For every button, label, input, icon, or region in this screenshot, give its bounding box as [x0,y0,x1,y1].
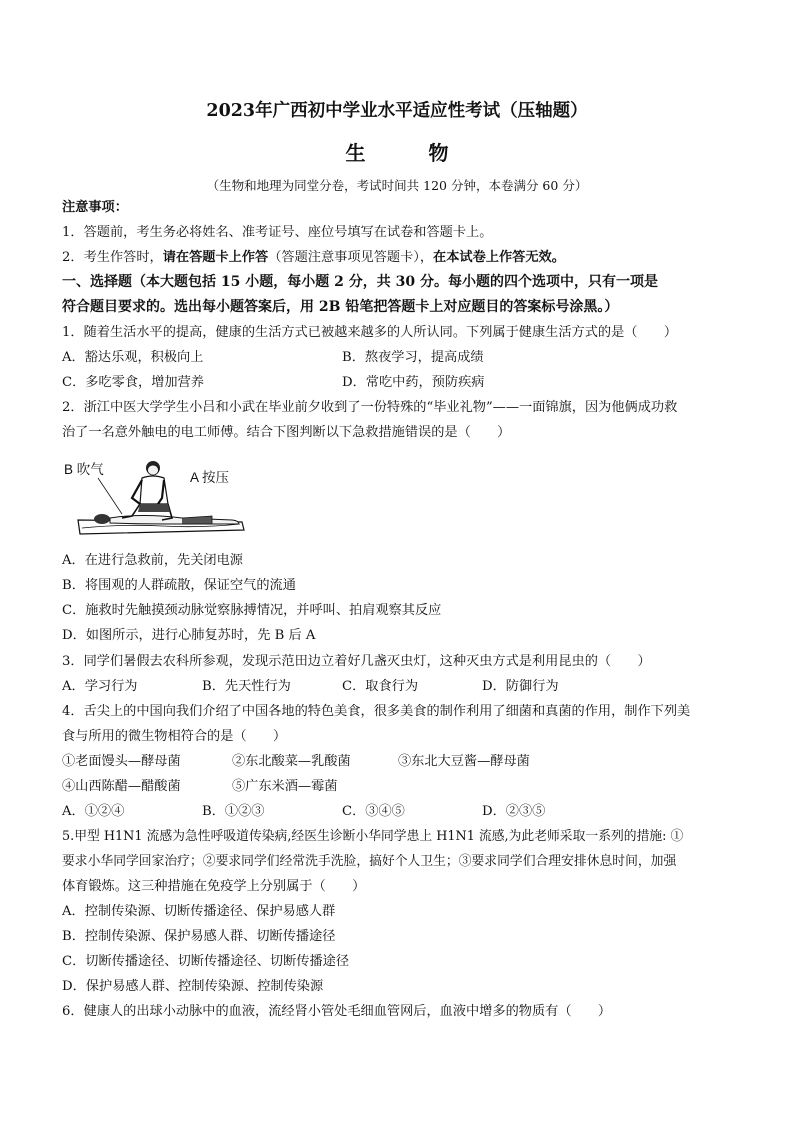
notice-item-2-c: （答题注意事项见答题卡）， [268,250,434,265]
q2-option-a: A．在进行急救前，先关闭电源 [62,553,243,568]
subject-heading: 生 物 [345,141,477,165]
q5-option-b: B．控制传染源、保护易感人群、切断传播途径 [62,929,336,944]
notice-item-2 [62,249,565,267]
notice-item-2-a: 2．考生作答时， [62,250,163,265]
q4-item-3: ③东北大豆酱—酵母菌 [398,754,530,769]
q5-stem-line-3: 体育锻炼。这三种措施在免疫学上分别属于（ ） [62,879,366,894]
q5-stem-line-2: 要求小华同学回家治疗；②要求同学们经常洗手洗脸，搞好个人卫生；③要求同学们合理安排休息时间，加强 [62,854,677,869]
q2-option-c: C．施救时先触摸颈动脉觉察脉搏情况，并呼叫、拍肩观察其反应 [62,603,442,618]
notice-heading: 注意事项： [62,200,128,215]
q6-stem: 6．健康人的出球小动脉中的血液，流经肾小管处毛细血管网后，血液中增多的物质有（ ） [62,1004,612,1019]
notice-item-2-b: 请在答题卡上作答 [162,250,269,265]
q3-option-c: C．取食行为 [342,679,419,694]
q4-item-1: ①老面馒头—酵母菌 [62,754,181,769]
q1-option-c: C．多吃零食，增加营养 [62,375,204,390]
q4-option-d: D．②③⑤ [482,804,546,819]
fig-label-b: B 吹气 [64,462,104,477]
q4-stem-line-1: 4．舌尖上的中国向我们介绍了中国各地的特色美食，很多美食的制作利用了细菌和真菌的作用，制作下列美 [62,704,691,719]
q1-option-b: B．熬夜学习，提高成绩 [342,350,484,365]
q3-option-d: D．防御行为 [482,679,559,694]
exam-note: （生物和地理为同堂分卷，考试时间共 120 分钟，本卷满分 60 分） [206,178,588,193]
q4-option-b: B．①②③ [202,804,265,819]
q1-option-d: D．常吃中药，预防疾病 [342,375,485,390]
q4-item-2: ②东北酸菜—乳酸菌 [232,754,351,769]
q5-stem-line-1: 5.甲型 H1N1 流感为急性呼吸道传染病,经医生诊断小华同学患上 H1N1 流感,为此老师采取一系列的措施: ① [62,829,684,844]
notice-item-2-d: 在本试卷上作答无效。 [433,250,565,265]
section-1-line-1: 一、选择题（本大题包括 15 小题，每小题 2 分，共 30 分。每小题的四个选项中，只有一项是 [62,274,658,290]
q4-item-5: ⑤广东米酒—霉菌 [232,779,338,794]
q1-stem: 1．随着生活水平的提高，健康的生活方式已被越来越多的人所认同。下列属于健康生活方式的是（ ） [62,325,678,340]
q2-stem-line-2: 治了一名意外触电的电工师傅。结合下图判断以下急救措施错误的是（ ） [62,425,511,440]
cpr-illustration [62,458,248,546]
q4-option-a: A．①②④ [62,804,125,819]
q2-option-b: B．将围观的人群疏散，保证空气的流通 [62,578,296,593]
notice-item-1: 1．答题前，考生务必将姓名、准考证号、座位号填写在试卷和答题卡上。 [62,225,493,240]
q4-item-4: ④山西陈醋—醋酸菌 [62,779,181,794]
q4-option-c: C．③④⑤ [342,804,405,819]
q5-option-c: C．切断传播途径、切断传播途径、切断传播途径 [62,954,350,969]
q3-option-b: B．先天性行为 [202,679,291,694]
q3-stem: 3．同学们暑假去农科所参观，发现示范田边立着好几盏灭虫灯，这种灭虫方式是利用昆虫的（ ） [62,654,651,669]
q2-option-d: D．如图所示，进行心肺复苏时，先 B 后 A [62,628,316,643]
q5-option-d: D．保护易感人群、控制传染源、控制传染源 [62,979,324,994]
q5-option-a: A．控制传染源、切断传播途径、保护易感人群 [62,904,336,919]
section-1-line-2: 符合题目要求的。选出每小题答案后，用 2B 铅笔把答题卡上对应题目的答案标号涂黑。） [62,299,619,315]
fig-label-a: A 按压 [190,470,230,485]
q3-option-a: A．学习行为 [62,679,138,694]
q1-option-a: A．豁达乐观，积极向上 [62,350,204,365]
exam-title: 2023年广西初中学业水平适应性考试（压轴题） [206,101,588,121]
q4-stem-line-2: 食与所用的微生物相符合的是（ ） [62,729,287,744]
q2-stem-line-1: 2．浙江中医大学学生小吕和小武在毕业前夕收到了一份特殊的“毕业礼物”——一面锦旗，因为他俩成功救 [62,400,678,415]
